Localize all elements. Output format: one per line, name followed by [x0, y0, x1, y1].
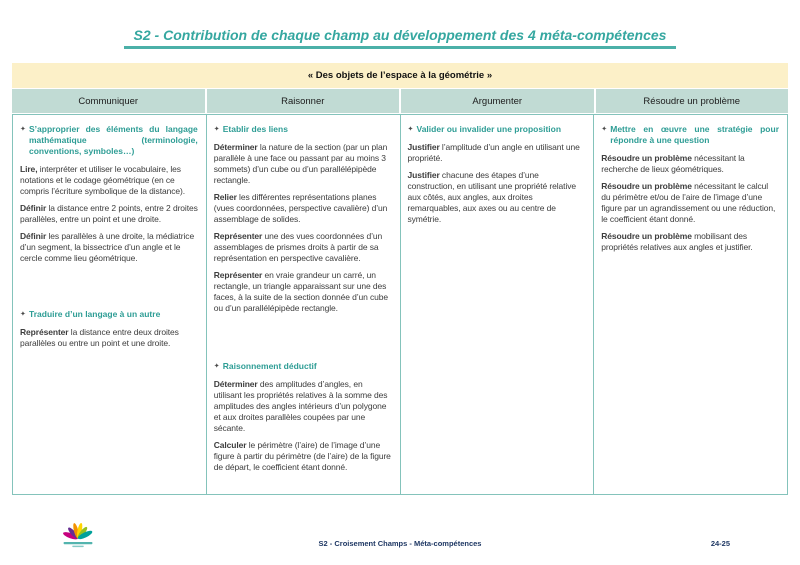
bullet-icon: ✦: [407, 126, 414, 133]
competence-heading-label: Etablir des liens: [222, 124, 288, 134]
skill-item: Résoudre un problème mobilisant des propriétés relatives aux angles et justifier.: [601, 231, 753, 252]
competences-table: [12, 63, 788, 495]
footer-document-title: S2 - Croisement Champs - Méta-compétences: [318, 539, 482, 548]
bullet-icon: ✦: [20, 126, 26, 133]
bullet-icon: ✦: [20, 311, 26, 318]
skill-item: Définir les parallèles à une droite, la médiatrice d’un segment, la bissectrice d’un angle et le cercle comme lieu géométrique.: [20, 231, 195, 263]
bullet-icon: ✦: [601, 126, 608, 133]
competence-heading-label: Mettre en œuvre une stratégie pour répondre à une question: [610, 124, 779, 145]
column-cell-raisonner: [206, 115, 400, 494]
competence-heading: [20, 124, 198, 157]
table-caption: « Des objets de l’espace à la géométrie »: [12, 63, 788, 88]
column-header-raisonner: Raisonner: [207, 89, 400, 113]
table-body-row: [12, 114, 788, 495]
bullet-icon: ✦: [213, 126, 220, 133]
bullet-icon: ✦: [213, 363, 220, 370]
page-title: S2 - Contribution de chaque champ au développement des 4 méta-compétences: [124, 27, 677, 49]
footer-page-numbers: 24-25: [710, 539, 730, 548]
organization-logo-icon: [55, 521, 101, 553]
competence-heading: [408, 124, 586, 135]
column-cell-communiquer: [13, 115, 206, 494]
column-header-resoudre: Résoudre un problème: [596, 89, 789, 113]
skill-item: Déterminer des amplitudes d’angles, en utilisant les propriétés relatives à la somme des amplitudes des angles intérieurs d’un polygone et aux droites parallèles coupées par une sécante.: [213, 379, 388, 433]
skill-item: Lire, interpréter et utiliser le vocabulaire, les notations et le codage géométrique (en ce compris l’écriture symbolique de la distance).: [20, 164, 185, 196]
skill-item: Résoudre un problème nécessitant la recherche de lieux géométriques.: [601, 153, 745, 174]
skill-item: Représenter en vraie grandeur un carré, un rectangle, un triangle apparaissant sur une des faces, à la suite de la section donnée d’un cube ou d’un parallélépipède rectangle.: [213, 270, 389, 313]
competence-heading-label: Valider ou invalider une proposition: [416, 124, 562, 134]
page-header: [0, 0, 800, 49]
competence-heading: [214, 361, 392, 372]
column-header-argumenter: Argumenter: [401, 89, 594, 113]
competence-heading: [601, 124, 779, 146]
skill-item: Justifier chacune des étapes d’une construction, en utilisant une propriété relative aux côtés, aux angles, aux droites remarquables, aux axes ou au centre de symétrie.: [407, 170, 577, 224]
competence-heading: [20, 309, 198, 320]
skill-item: Définir la distance entre 2 points, entre 2 droites parallèles, entre un point et une droite.: [20, 203, 198, 224]
table-header-row: [12, 89, 788, 113]
column-cell-argumenter: [400, 115, 594, 494]
skill-item: Résoudre un problème nécessitant le calcul du périmètre et/ou de l’aire de l’image d’une figure par un agrandissement ou une réduction, le coefficient étant donné.: [601, 181, 776, 224]
skill-item: Calculer le périmètre (l’aire) de l’image d’une figure à partir du périmètre (de l’aire) de la figure de départ, le coefficient étant donné.: [213, 440, 391, 472]
column-cell-resoudre: [593, 115, 787, 494]
competence-heading-label: Raisonnement déductif: [222, 361, 317, 371]
skill-item: Déterminer la nature de la section (par un plan parallèle à une face ou passant par au moins 3 sommets) d’un cube ou d’un parallélépipède rectangle.: [213, 142, 388, 185]
skill-item: Représenter une des vues coordonnées d’un assemblages de prismes droits à partir de sa représentation en perspective cavalière.: [213, 231, 383, 263]
skill-item: Relier les différentes représentations planes (vues coordonnées, perspective cavalière) d’un assemblage de solides.: [213, 192, 388, 224]
skill-item: Justifier l’amplitude d’un angle en utilisant une propriété.: [407, 142, 580, 163]
competence-heading: [214, 124, 392, 135]
skill-item: Représenter la distance entre deux droites parallèles ou entre un point et une droite.: [20, 327, 179, 348]
competence-heading-label: Traduire d’un langage à un autre: [29, 309, 161, 319]
competence-heading-label: S’approprier des éléments du langage mathématique (terminologie, conventions, symboles…): [29, 124, 198, 156]
column-header-communiquer: Communiquer: [12, 89, 205, 113]
page-footer: [0, 520, 800, 565]
spacer: [214, 320, 392, 358]
spacer: [20, 270, 198, 306]
